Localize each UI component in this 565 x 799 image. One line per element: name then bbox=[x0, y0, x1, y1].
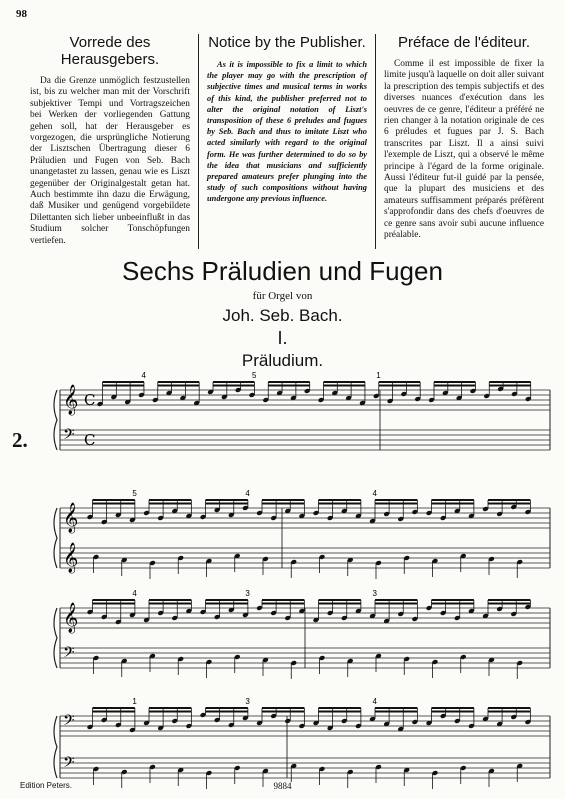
fingering-number: 4 bbox=[372, 697, 377, 706]
composer-name: Joh. Seb. Bach. bbox=[222, 306, 343, 325]
bass-clef: 𝄢 bbox=[63, 644, 75, 665]
fingering-number: 3 bbox=[245, 697, 250, 706]
system-brace bbox=[54, 390, 57, 450]
system-brace bbox=[54, 508, 57, 568]
fingering-number: 1 bbox=[376, 371, 381, 380]
bass-clef: 𝄢 bbox=[63, 754, 75, 775]
time-signature: C bbox=[84, 391, 96, 409]
system-brace bbox=[54, 608, 57, 668]
preface-english-text: As it is impossible to fix a limit to which the player may go with the prescription of subjective times and musical terms in works of this kind, the publisher preferred not to alter the original notation of Liszt's transposition of these 6 preludes and fugues by Seb. Bach and thus to imitate Liszt who acted similarly with regard to the original form. He was further determined to do so by the idea that musicians and sufficiently prepared amateurs prefer plunging into the study of such compositions without having undergone any previous influence. bbox=[207, 60, 367, 204]
treble-clef: 𝄞 bbox=[63, 603, 79, 633]
fingering-number: 4 bbox=[245, 489, 250, 498]
preface-german-text: Da die Grenze unmöglich festzustellen ist, bis zu welcher man mit der Vorschrift subjektiver Tempi und Vortragszeichen bei Werken der vorliegenden Gattung gehen soll, hat der Herausgeber es vorgezogen, die ursprüngliche Notierung der Lisztschen Übertragung dieser 6 Präludien und Fugen von Seb. Bach unangetastet zu lassen, genau wie es Liszt gegenüber der Originalgestalt getan hat. Auch bestimmte ihn dazu die Erwägung, daß Musiker und genügend vorgebildete Dilettanten sich lieber unbeeinflußt in das Studium solcher Tonschöpfungen vertiefen. bbox=[30, 76, 190, 246]
time-signature: C bbox=[84, 431, 96, 449]
fingering-number: 3 bbox=[372, 589, 377, 598]
piece-roman-number: I. bbox=[277, 328, 288, 348]
bass-clef: 𝄢 bbox=[63, 712, 75, 733]
fingering-number: 4 bbox=[141, 371, 146, 380]
preface-german-heading: Vorrede des Herausgebers. bbox=[60, 34, 160, 68]
bass-clef: 𝄢 bbox=[63, 426, 75, 447]
fingering-number: 1 bbox=[132, 697, 137, 706]
system-brace bbox=[54, 716, 57, 778]
fingering-number: 5 bbox=[251, 371, 257, 380]
fingering-number: 3 bbox=[245, 589, 250, 598]
page-number: 98 bbox=[16, 8, 27, 20]
treble-clef: 𝄞 bbox=[63, 543, 79, 573]
treble-clef: 𝄞 bbox=[63, 385, 79, 415]
fingering-number: 4 bbox=[372, 489, 377, 498]
fingering-number: 4 bbox=[132, 589, 137, 598]
preface-english-heading: Notice by the Publisher. bbox=[208, 34, 366, 51]
fingering-number: 5 bbox=[132, 489, 137, 498]
preface-french-text: Comme il est impossible de fixer la limite jusqu'à laquelle on doit aller suivant la prescription des tempis subjectifs et des diverses nuances d'exécution dans les oeuvres de ce genre, l'éditeur a préféré ne rien changer à la notation originale de ces 6 préludes et fugues par J. S. Bach transcrites par Liszt. Il a ainsi suivi l'exemple de Liszt, qui a observé le même principe à l'égard de la forme originale. Aussi l'éditeur fut-il guidé par la pensée, que la plupart des musiciens et des amateurs suffisamment préparés préfèrent s'approfondir dans des chefs d'oeuvres de ce genre sans avoir subi aucune influence préalable. bbox=[384, 59, 544, 241]
treble-clef: 𝄞 bbox=[63, 503, 79, 533]
score-number: 2. bbox=[12, 428, 28, 452]
plate-number: 9884 bbox=[273, 781, 292, 791]
publisher-imprint: Edition Peters. bbox=[20, 781, 73, 790]
work-title: Sechs Präludien und Fugen bbox=[122, 256, 443, 286]
piece-title: Präludium. bbox=[241, 351, 324, 370]
preface-french-heading: Préface de l'éditeur. bbox=[397, 34, 531, 51]
work-subtitle: für Orgel von bbox=[252, 290, 313, 302]
